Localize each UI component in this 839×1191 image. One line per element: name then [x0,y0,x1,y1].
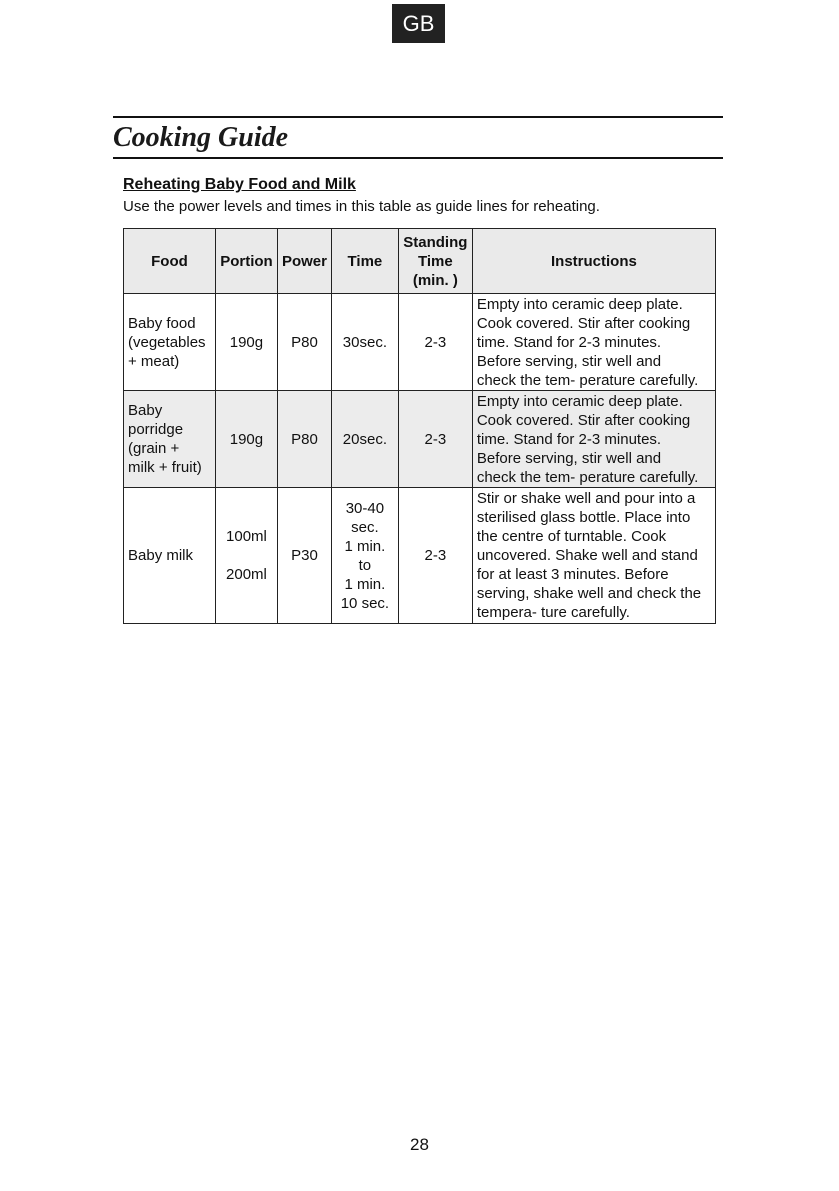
cell-portion [215,488,277,624]
header-standing-line: (min. ) [412,271,458,289]
table-row [124,294,716,391]
cell-instructions [472,488,715,624]
cell-power: P80 [277,294,331,391]
cell-line: 200ml [226,566,267,583]
cell-line: Baby milk [128,547,194,564]
cell-portion [215,391,277,488]
page-number: 28 [410,1135,429,1154]
cell-line: Cook covered. Stir after cooking [476,411,691,429]
cell-line: Before serving, stir well and [476,352,662,370]
cell-portion [215,294,277,391]
cell-line: Baby food [128,314,196,332]
cell-time [331,488,398,624]
cell-line: 30sec. [342,333,387,351]
cell-line: 190g [229,430,264,448]
cell-line: for at least 3 minutes. Before [476,566,669,583]
cell-line: check the tem- perature carefully. [476,468,699,486]
cell-spacer [220,546,273,565]
section-title: Reheating Baby Food and Milk [123,176,356,193]
header-standing-line: Standing [403,233,468,251]
cell-line: sec. [351,518,379,536]
header-time: Time [331,229,398,294]
cell-line: uncovered. Shake well and stand [476,547,698,564]
cell-power: P80 [277,391,331,488]
language-badge: GB [392,4,445,43]
header-standing-time [398,229,472,294]
cell-line: 190g [229,333,264,351]
header-portion: Portion [215,229,277,294]
cell-line: time. Stand for 2-3 minutes. [476,333,662,351]
cell-line: serving, shake well and check the [476,585,702,602]
cell-line: the centre of turntable. Cook [476,528,667,545]
header-instructions: Instructions [472,229,715,294]
cell-line: 1 min. [344,537,386,555]
header-standing-line: Time [417,252,453,270]
table-header-row [124,229,716,294]
cell-power: P30 [277,488,331,624]
cell-line: check the tem- perature carefully. [476,371,699,389]
title-rule-top [113,116,723,118]
cell-line: Cook covered. Stir after cooking [476,314,691,332]
cell-line: Empty into ceramic deep plate. [476,295,683,313]
cell-line: 20sec. [342,430,387,448]
cell-standing: 2-3 [398,488,472,624]
cell-line: milk + fruit) [128,459,202,476]
cell-standing: 2-3 [398,391,472,488]
cell-line: sterilised glass bottle. Place into [476,509,691,526]
section-intro: Use the power levels and times in this table as guide lines for reheating. [123,198,600,215]
title-rule-bottom [113,157,723,159]
reheating-table [123,228,716,624]
cell-line: 10 sec. [340,594,390,612]
cell-food [124,294,216,391]
cell-line: Stir or shake well and pour into a [476,490,696,507]
header-power: Power [277,229,331,294]
cell-line: Baby [128,402,163,419]
cell-line: 100ml [226,528,267,545]
cell-line: Empty into ceramic deep plate. [476,392,683,410]
cell-instructions [472,391,715,488]
table-row [124,391,716,488]
cell-food [124,488,216,624]
cell-line: tempera- ture carefully. [476,604,630,621]
cell-instructions [472,294,715,391]
cell-line: Before serving, stir well and [476,449,662,467]
cell-time [331,294,398,391]
cell-line: porridge [128,421,184,438]
cell-line: + meat) [128,352,180,370]
cell-line: time. Stand for 2-3 minutes. [476,430,662,448]
cell-line: (grain + [128,440,180,457]
cell-food [124,391,216,488]
header-food: Food [124,229,216,294]
cell-line: 30-40 [345,499,385,517]
page-title: Cooking Guide [113,122,289,153]
cell-line: to [358,556,372,574]
table-row [124,488,716,624]
cell-line: (vegetables [128,333,206,351]
cell-standing: 2-3 [398,294,472,391]
cell-time [331,391,398,488]
cell-line: 1 min. [344,575,386,593]
